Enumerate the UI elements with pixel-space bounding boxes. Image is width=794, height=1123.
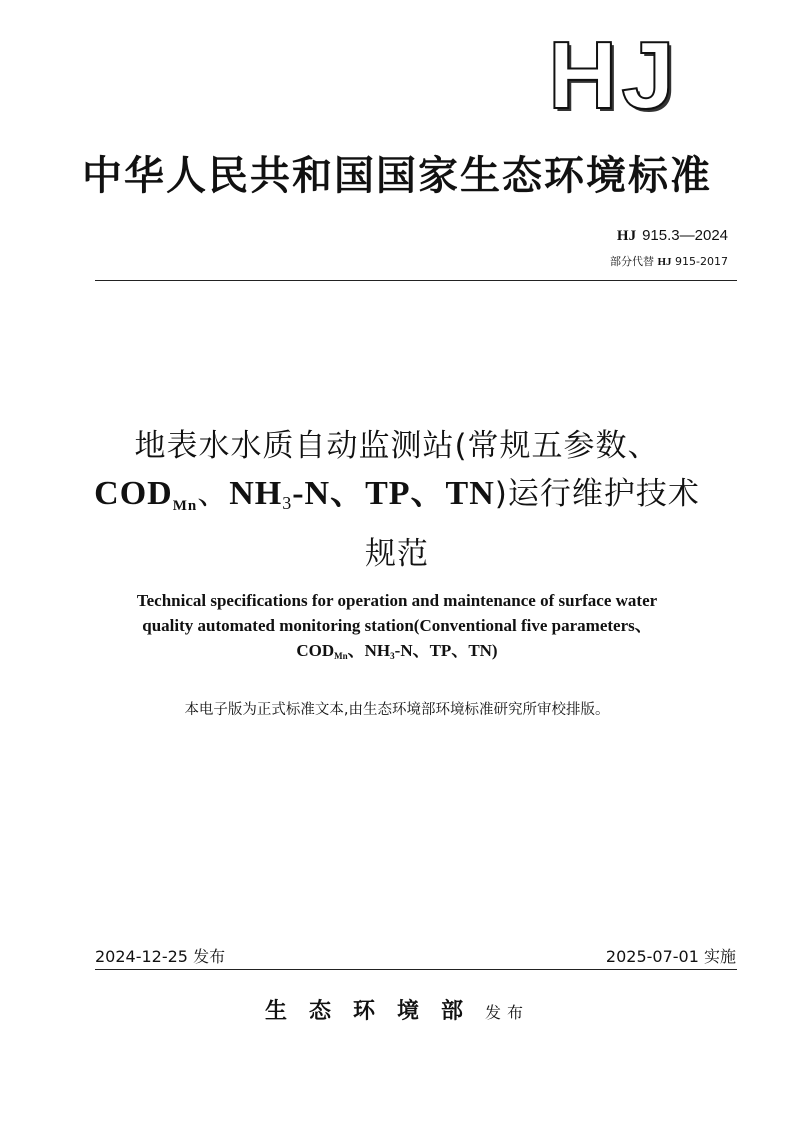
publisher — [0, 994, 794, 1025]
publish-date-value: 2024-12-25 — [95, 947, 188, 966]
replaces-hj: HJ — [657, 256, 672, 268]
replaces-note — [610, 253, 728, 269]
title-zh — [0, 422, 794, 578]
electronic-version-notice: 本电子版为正式标准文本,由生态环境部环境标准研究所审校排版。 — [184, 702, 610, 718]
en-nh-subscript: 3 — [390, 651, 395, 661]
standard-category: 中华人民共和国国家生态环境标准 — [82, 153, 712, 199]
title-zh-tail: )运行维护技术 — [494, 476, 700, 512]
mn-subscript: Mn — [172, 498, 198, 514]
standard-prefix: HJ — [616, 228, 637, 244]
publish-label: 发布 — [193, 947, 226, 966]
publisher-name: 生态环境部 — [264, 998, 485, 1024]
title-en-line2: quality automated monitoring station(Conventional five parameters、 — [142, 616, 652, 635]
hj-logo: HJ — [548, 22, 679, 129]
sep-text: 、 — [197, 476, 230, 512]
en-nh: 、NH — [347, 641, 391, 660]
replaces-prefix: 部分代替 — [609, 255, 654, 268]
standard-number — [617, 227, 728, 245]
replaces-number: 915-2017 — [675, 255, 728, 268]
implement-date-value: 2025-07-01 — [605, 947, 699, 966]
cod-text: COD — [94, 475, 173, 512]
title-zh-line3: 规范 — [365, 536, 429, 572]
en-cod: COD — [296, 641, 335, 660]
publisher-action: 发布 — [485, 1003, 530, 1022]
params-text: -N、TP、TN — [292, 475, 495, 512]
title-zh-line1: 地表水水质自动监测站(常规五参数、 — [134, 428, 660, 464]
title-en — [0, 588, 794, 669]
nh-text: NH — [229, 475, 283, 512]
title-zh-line2 — [0, 470, 794, 530]
implement-label: 实施 — [703, 947, 736, 966]
standard-number-value: 915.3—2024 — [642, 227, 728, 244]
nh-subscript: 3 — [282, 493, 293, 513]
title-en-line3 — [0, 638, 794, 669]
top-divider — [95, 280, 737, 281]
implement-date — [606, 944, 736, 967]
publish-date — [95, 944, 225, 967]
title-en-line1: Technical specifications for operation and maintenance of surface water — [136, 591, 658, 610]
bottom-divider — [95, 969, 737, 970]
en-mn-subscript: Mn — [334, 651, 348, 661]
en-params: -N、TP、TN) — [394, 641, 498, 660]
